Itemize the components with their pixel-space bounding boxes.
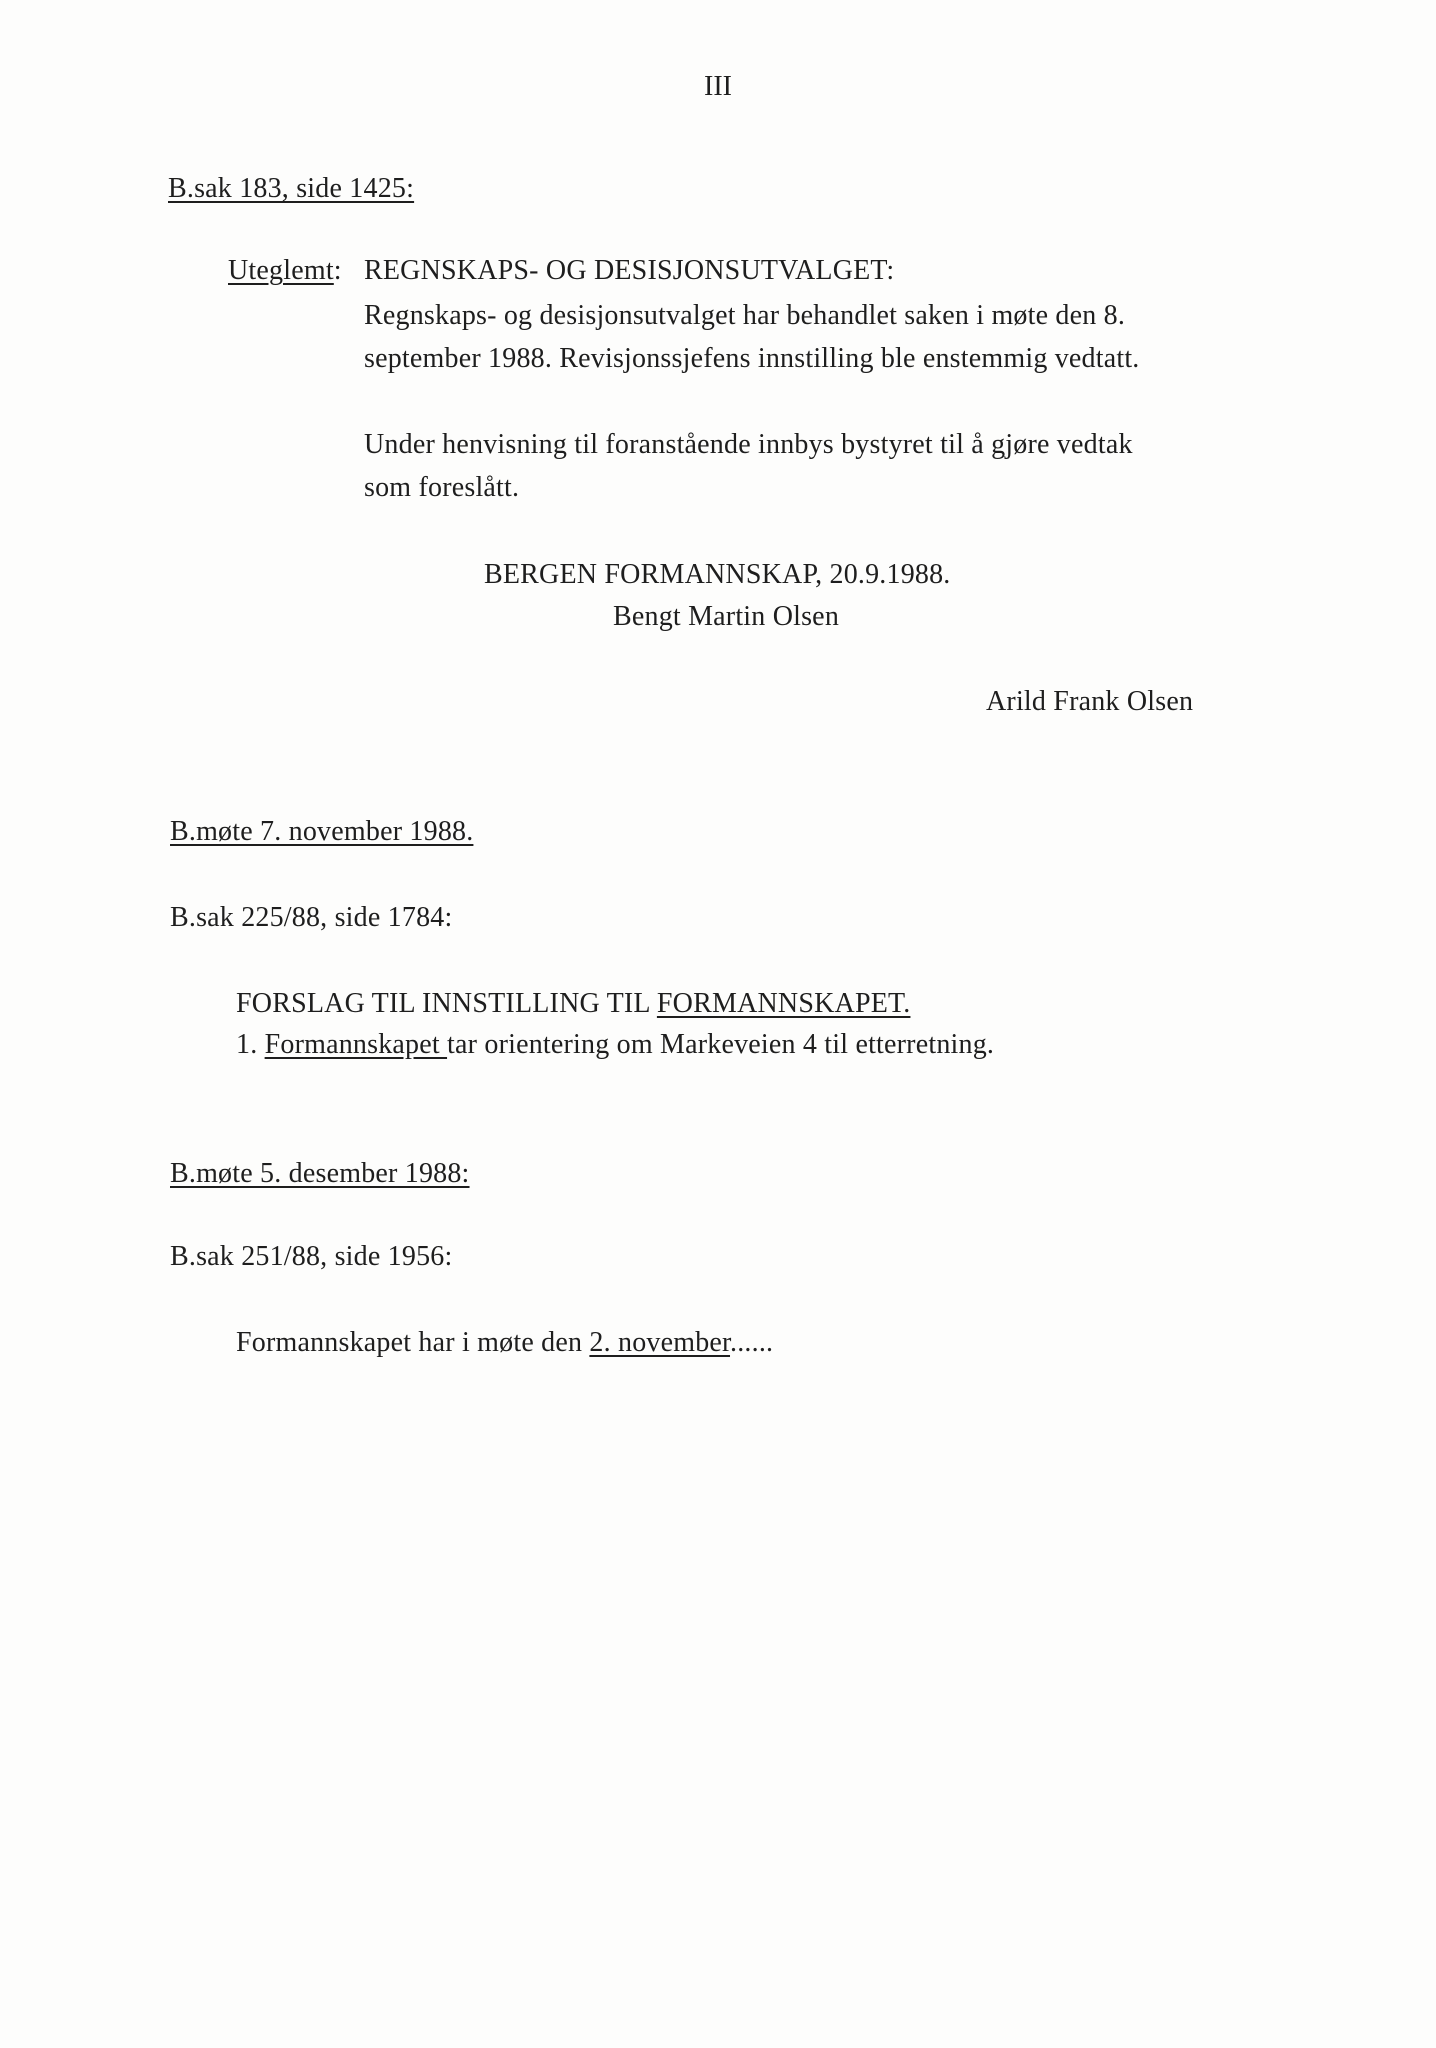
omitted-label-colon: :	[333, 255, 342, 286]
statement-ellipsis: ......	[730, 1327, 774, 1358]
section-heading-bsak-183: B.sak 183, side 1425:	[168, 173, 415, 204]
meeting-heading-7-november: B.møte 7. november 1988.	[170, 816, 474, 847]
committee-paragraph-line-1: Regnskaps- og desisjonsutvalget har behandlet saken i møte den 8.	[364, 300, 1126, 331]
case-heading-225-88: B.sak 225/88, side 1784:	[170, 902, 453, 933]
meeting-heading-5-desember: B.møte 5. desember 1988:	[170, 1158, 470, 1189]
page-number: III	[704, 71, 732, 102]
proposal-item-1	[236, 1028, 994, 1062]
signature-name-1: Bengt Martin Olsen	[613, 601, 840, 632]
proposal-item-underlined: Formannskapet	[264, 1029, 448, 1060]
case-heading-251-88: B.sak 251/88, side 1956:	[170, 1241, 453, 1272]
omitted-label-line	[228, 254, 342, 288]
proposal-heading-text: FORSLAG TIL INNSTILLING TIL	[236, 988, 657, 1019]
signature-place-date: BERGEN FORMANNSKAP, 20.9.1988.	[484, 559, 951, 590]
committee-paragraph-line-2: september 1988. Revisjonssjefens innstilling ble enstemmig vedtatt.	[364, 343, 1140, 374]
proposal-heading	[236, 987, 910, 1021]
committee-title: REGNSKAPS- OG DESISJONSUTVALGET:	[364, 255, 895, 286]
proposal-heading-underlined: FORMANNSKAPET.	[656, 988, 911, 1019]
recommendation-line-2: som foreslått.	[364, 472, 520, 503]
omitted-label: Uteglemt	[228, 255, 334, 286]
proposal-item-number: 1.	[236, 1029, 265, 1060]
statement-text: Formannskapet har i møte den	[236, 1327, 590, 1358]
statement-date-underlined: 2. november	[589, 1327, 731, 1358]
executive-board-statement	[236, 1326, 773, 1360]
proposal-item-text: tar orientering om Markeveien 4 til etterretning.	[447, 1029, 995, 1060]
recommendation-line-1: Under henvisning til foranstående innbys bystyret til å gjøre vedtak	[364, 429, 1133, 460]
signature-name-2: Arild Frank Olsen	[986, 686, 1194, 717]
